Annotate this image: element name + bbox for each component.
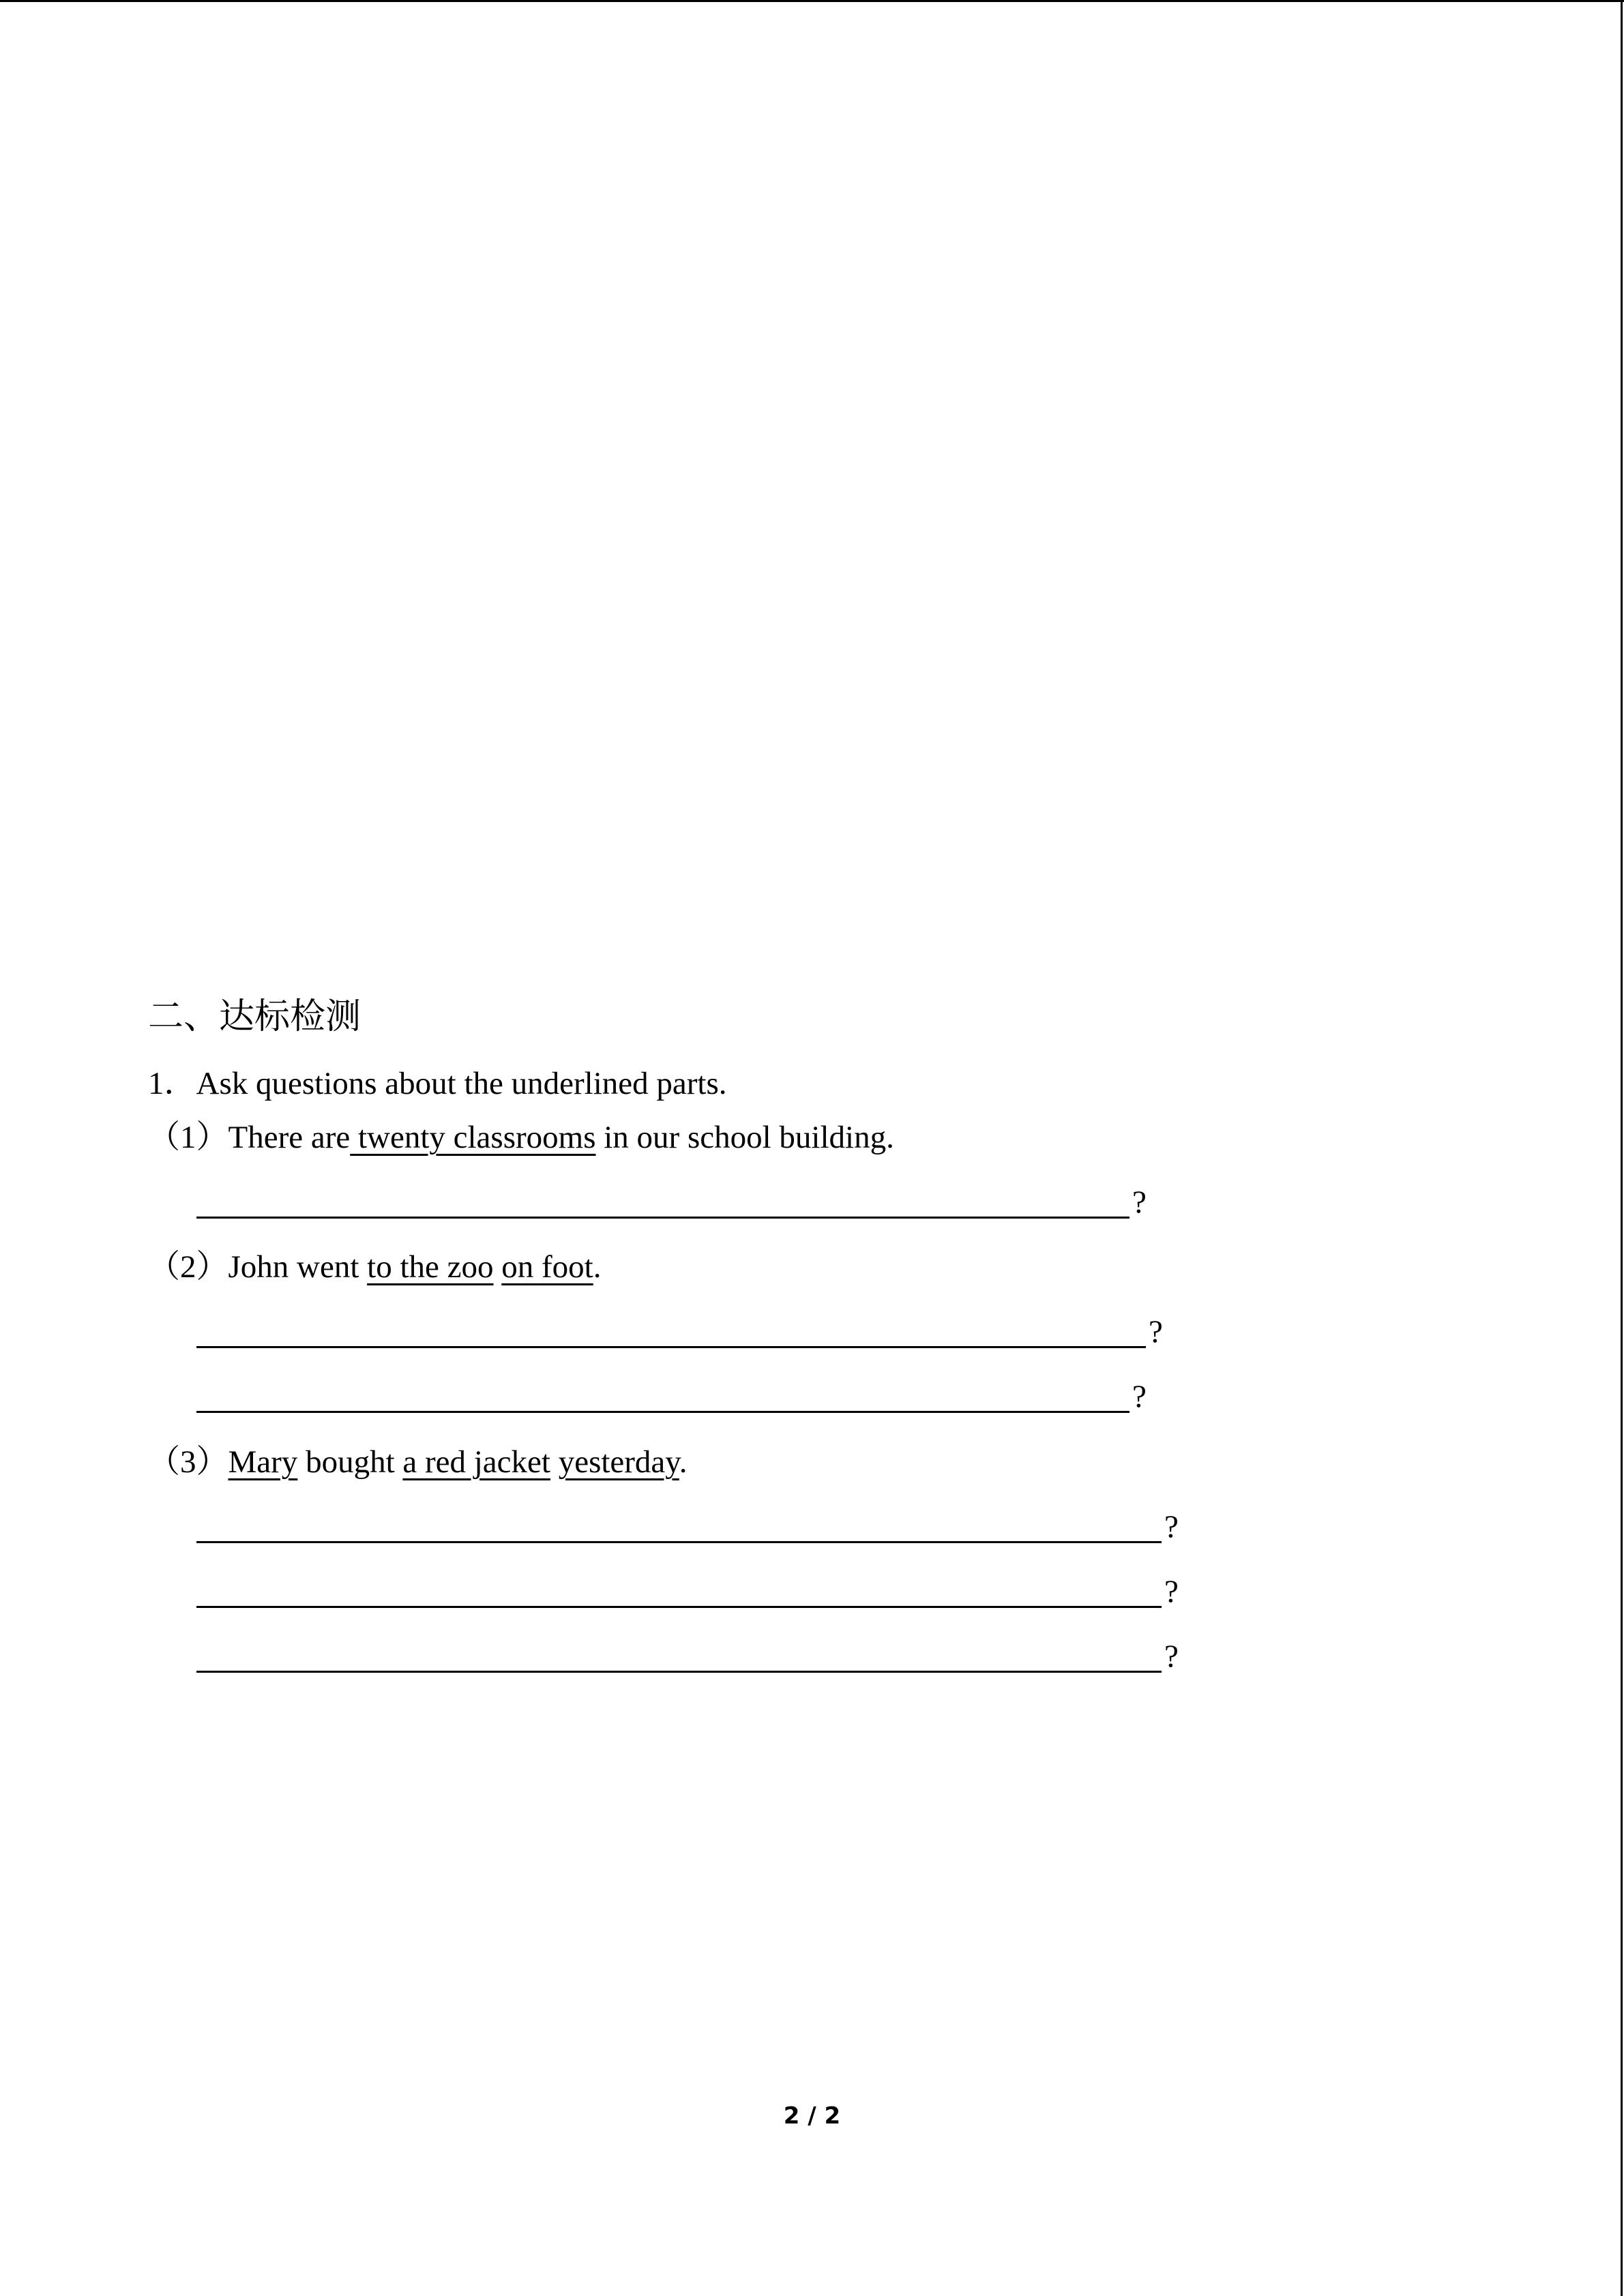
sentence-text: There are <box>228 1120 351 1155</box>
question-mark: ? <box>1164 1639 1179 1674</box>
answer-rule <box>196 1411 1130 1413</box>
underlined-part: a red jacket <box>402 1444 550 1480</box>
sentence-text: . <box>679 1444 688 1480</box>
underlined-part: to the zoo <box>367 1249 494 1285</box>
sentence-text <box>494 1249 502 1285</box>
sentence-text: bought <box>297 1444 403 1480</box>
question-instruction: Ask questions about the underlined parts. <box>196 1066 727 1101</box>
sentence-text <box>550 1444 559 1480</box>
item-2-sentence <box>148 1245 601 1289</box>
sentence-text: John went <box>228 1249 368 1285</box>
page-number: 2 / 2 <box>783 2102 841 2130</box>
page-border-top <box>0 0 1624 2</box>
question-line <box>148 1062 726 1105</box>
sentence-text: in our school building. <box>595 1120 894 1155</box>
question-mark: ? <box>1132 1184 1147 1220</box>
question-mark: ? <box>1132 1379 1147 1414</box>
answer-rule <box>196 1671 1162 1673</box>
underlined-part: on foot <box>501 1249 593 1285</box>
answer-line[interactable] <box>196 1180 1151 1224</box>
section-title: 二、达标检测 <box>148 996 361 1037</box>
answer-line[interactable] <box>196 1310 1165 1354</box>
answer-line[interactable] <box>196 1570 1192 1613</box>
item-label: （3） <box>148 1444 228 1480</box>
item-1-sentence <box>148 1116 894 1159</box>
answer-line[interactable] <box>196 1375 1151 1418</box>
underlined-part: yesterday <box>558 1444 679 1480</box>
question-number: 1． <box>148 1066 196 1101</box>
page-border-right <box>1621 0 1623 2296</box>
answer-rule <box>196 1217 1130 1219</box>
underlined-part: Mary <box>228 1444 298 1480</box>
item-3-sentence <box>148 1440 687 1484</box>
answer-rule <box>196 1346 1146 1348</box>
item-label: （2） <box>148 1249 228 1285</box>
answer-line[interactable] <box>196 1635 1192 1678</box>
underlined-part: twenty classrooms <box>350 1120 596 1155</box>
answer-rule <box>196 1541 1162 1543</box>
question-mark: ? <box>1149 1314 1163 1350</box>
question-mark: ? <box>1164 1574 1179 1609</box>
answer-line[interactable] <box>196 1505 1192 1549</box>
sentence-text: . <box>593 1249 602 1285</box>
answer-rule <box>196 1606 1162 1608</box>
item-label: （1） <box>148 1120 228 1155</box>
question-mark: ? <box>1164 1509 1179 1545</box>
